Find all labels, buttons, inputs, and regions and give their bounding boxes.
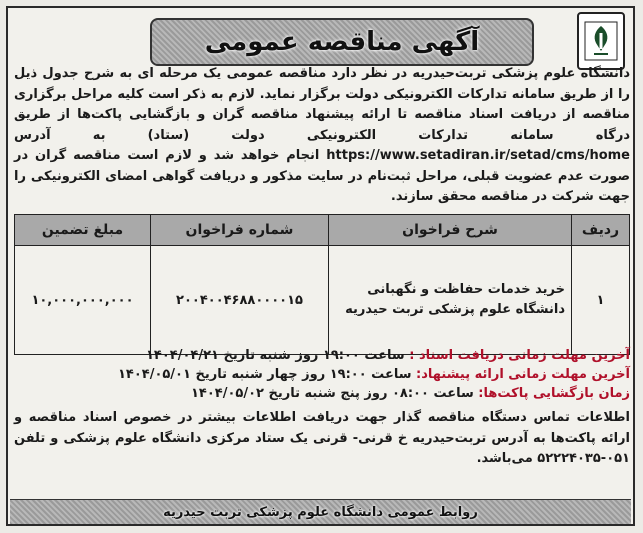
deadline-docs-label: آخرین مهلت زمانی دریافت اسناد : — [409, 348, 630, 363]
deadline-opening-label: زمان بازگشایی پاکت‌ها: — [478, 386, 630, 401]
header-call-number: شماره فراخوان — [151, 215, 329, 246]
table-header-row — [15, 215, 630, 246]
cell-call-number: ۲۰۰۴۰۰۴۶۸۸۰۰۰۰۱۵ — [151, 246, 329, 355]
university-logo — [577, 12, 625, 70]
header-guarantee: مبلغ تضمین — [15, 215, 151, 246]
table-row — [15, 246, 630, 355]
deadline-opening-value: ساعت ۰۸:۰۰ روز پنج شنبه تاریخ ۱۴۰۴/۰۵/۰۲ — [190, 386, 474, 401]
intro-paragraph — [14, 64, 630, 208]
tender-table — [14, 214, 630, 355]
deadline-docs — [14, 346, 630, 365]
cell-guarantee: ۱۰,۰۰۰,۰۰۰,۰۰۰ — [15, 246, 151, 355]
deadline-bids-value: ساعت ۱۹:۰۰ روز چهار شنبه تاریخ ۱۴۰۴/۰۵/۰۱ — [117, 367, 412, 382]
emblem-icon — [584, 21, 618, 61]
cell-description: خرید خدمات حفاظت و نگهبانی دانشگاه علوم پزشکی تربت حیدریه — [329, 246, 572, 355]
footer-text: روابط عمومی دانشگاه علوم پزشکی تربت حیدریه — [163, 504, 478, 520]
deadline-opening — [14, 384, 630, 403]
deadline-bids-label: آخرین مهلت زمانی ارائه پیشنهاد: — [416, 367, 630, 382]
footer-banner — [10, 499, 631, 524]
intro-text-2: انجام خواهد شد و لازم است مناقصه گران در صورت عدم عضویت قبلی، مراحل ثبت‌نام در سایت مذکور و دریافت گواهی امضای الکترونیکی را جهت شرکت در مناقصه محقق سازند. — [14, 148, 630, 204]
contact-paragraph: اطلاعات تماس دستگاه مناقصه گذار جهت دریافت اطلاعات بیشتر در خصوص اسناد مناقصه و ارائه پاکت‌ها به آدرس تربت‌حیدریه خ قرنی- قرنی یک ستاد مرکزی دانشگاه علوم پزشکی و تلفن ۰۵۱-۵۲۲۲۴۰۳۵ می‌باشد. — [14, 410, 630, 466]
header-row-number: ردیف — [572, 215, 630, 246]
header-description: شرح فراخوان — [329, 215, 572, 246]
header — [10, 10, 631, 62]
setad-url-link[interactable]: https://www.setadiran.ir/setad/cms/home — [326, 148, 631, 163]
deadlines — [14, 346, 630, 403]
title-banner — [150, 18, 534, 66]
deadline-bids — [14, 365, 630, 384]
intro-text-1: دانشگاه علوم پزشکی تربت‌حیدریه در نظر دارد مناقصه عمومی یک مرحله ای به شرح جدول ذیل را از طریق سامانه تدارکات الکترونیکی دولت برگزار نماید. لازم به ذکر است کلیه مراحل برگزاری مناقصه از دریافت اسناد مناقصه تا ارائه پیشنهاد مناقصه گران و بازگشایی پاکت‌ها از طریق درگاه سامانه تدارکات الکترونیکی دولت (ستاد) به آدرس — [14, 66, 630, 143]
deadline-docs-value: ساعت ۱۹:۰۰ روز شنبه تاریخ ۱۴۰۴/۰۴/۲۱ — [146, 348, 405, 363]
page-title: آگهی مناقصه عمومی — [204, 27, 480, 57]
cell-row-number: ۱ — [572, 246, 630, 355]
